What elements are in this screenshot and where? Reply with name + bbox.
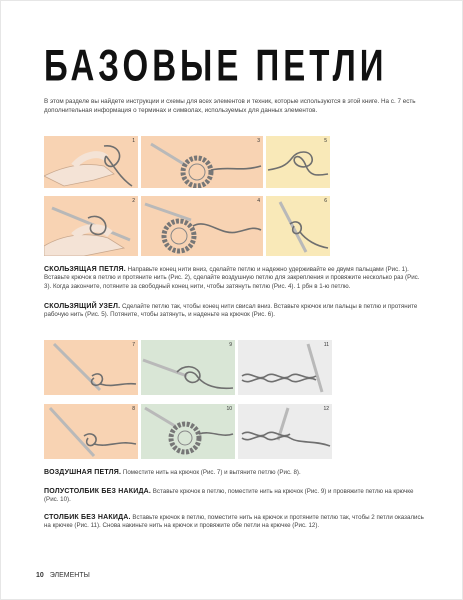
figure-12 xyxy=(238,404,332,459)
hand-loop-icon xyxy=(44,136,138,188)
ring-closing-icon xyxy=(141,196,263,256)
section-text: Вставьте крючок в петлю, поместите нить на крючок и протяните петлю так, чтобы 2 петли оказались на крючке (Рис. 11). Снова накиньте нить на крючок и провяжите обе петли на крючке (Рис. 12). xyxy=(44,514,424,530)
section-text: Сделайте петлю так, чтобы конец нити свисал вниз. Вставьте крючок или пальцы в петлю и протяните рабочую нить (Рис. 5). Потяните, чтобы затянуть, и наденьте на крючок (Рис. 6). xyxy=(44,303,418,319)
section-heading: ВОЗДУШНАЯ ПЕТЛЯ. xyxy=(44,469,122,476)
figure-2 xyxy=(44,196,138,256)
section-slip-knot xyxy=(44,303,424,320)
section-slip-stitch xyxy=(44,488,424,505)
section-heading: СКОЛЬЗЯЩИЙ УЗЕЛ. xyxy=(44,303,121,310)
hook-pull-icon xyxy=(44,404,138,459)
figure-number: 1 xyxy=(132,138,135,144)
page-number: 10 xyxy=(36,572,44,579)
chain-row-icon xyxy=(238,404,332,459)
slip-knot-icon xyxy=(266,136,330,188)
figure-number: 7 xyxy=(132,342,135,348)
figure-8 xyxy=(44,404,138,459)
intro-paragraph: В этом разделе вы найдете инструкции и схемы для всех элементов и техник, которые используются в этой книге. На с. 7 есть дополнительная информация о терминах и символах, используемых для данных элементов. xyxy=(44,98,416,114)
figure-number: 10 xyxy=(226,406,232,412)
figure-7 xyxy=(44,340,138,395)
section-text: Направьте конец нити вниз, сделайте петлю и надежно удерживайте ее двумя пальцами (Рис. 1). Вставьте крючок в петлю и протяните нить (Рис. 2), сделайте воздушную петлю для закрепления и провяжите несколько раз (Рис. 3). Когда закончите, потяните за свободный конец нити, чтобы затянуть петлю (Рис. 4). 1 рбн в 1-ю петлю. xyxy=(44,266,420,290)
section-heading: СТОЛБИК БЕЗ НАКИДА. xyxy=(44,514,131,521)
hook-yarnover-icon xyxy=(44,340,138,395)
section-chain-stitch xyxy=(44,469,424,477)
section-slip-loop xyxy=(44,266,424,291)
figure-number: 4 xyxy=(257,198,260,204)
figure-number: 6 xyxy=(324,198,327,204)
section-text: Поместите нить на крючок (Рис. 7) и вытяните петлю (Рис. 8). xyxy=(122,469,301,476)
hook-knot-icon xyxy=(266,196,330,256)
section-text: Вставьте крючок в петлю, поместите нить на крючок (Рис. 9) и провяжите петлю на крючке (Рис. 10). xyxy=(44,488,414,504)
figure-number: 9 xyxy=(229,342,232,348)
figure-number: 11 xyxy=(323,342,329,348)
figure-3 xyxy=(141,136,263,188)
section-single-crochet xyxy=(44,514,424,531)
page-title: БАЗОВЫЕ ПЕТЛИ xyxy=(44,40,388,90)
hand-hook-icon xyxy=(44,196,138,256)
section-heading: ПОЛУСТОЛБИК БЕЗ НАКИДА. xyxy=(44,488,152,495)
chain-loop-icon xyxy=(141,340,235,395)
figure-number: 12 xyxy=(323,406,329,412)
figure-6 xyxy=(266,196,330,256)
page-footer xyxy=(36,572,90,579)
figure-5 xyxy=(266,136,330,188)
footer-section: ЭЛЕМЕНТЫ xyxy=(49,572,90,579)
figure-10 xyxy=(141,404,235,459)
figure-number: 3 xyxy=(257,138,260,144)
figure-number: 8 xyxy=(132,406,135,412)
figure-number: 2 xyxy=(132,198,135,204)
figure-4 xyxy=(141,196,263,256)
figure-1 xyxy=(44,136,138,188)
section-heading: СКОЛЬЗЯЩАЯ ПЕТЛЯ. xyxy=(44,266,126,273)
ring-chain-icon xyxy=(141,404,235,459)
figure-number: 5 xyxy=(324,138,327,144)
ring-stitches-icon xyxy=(141,136,263,188)
figure-9 xyxy=(141,340,235,395)
figure-11 xyxy=(238,340,332,395)
hook-chain-icon xyxy=(238,340,332,395)
